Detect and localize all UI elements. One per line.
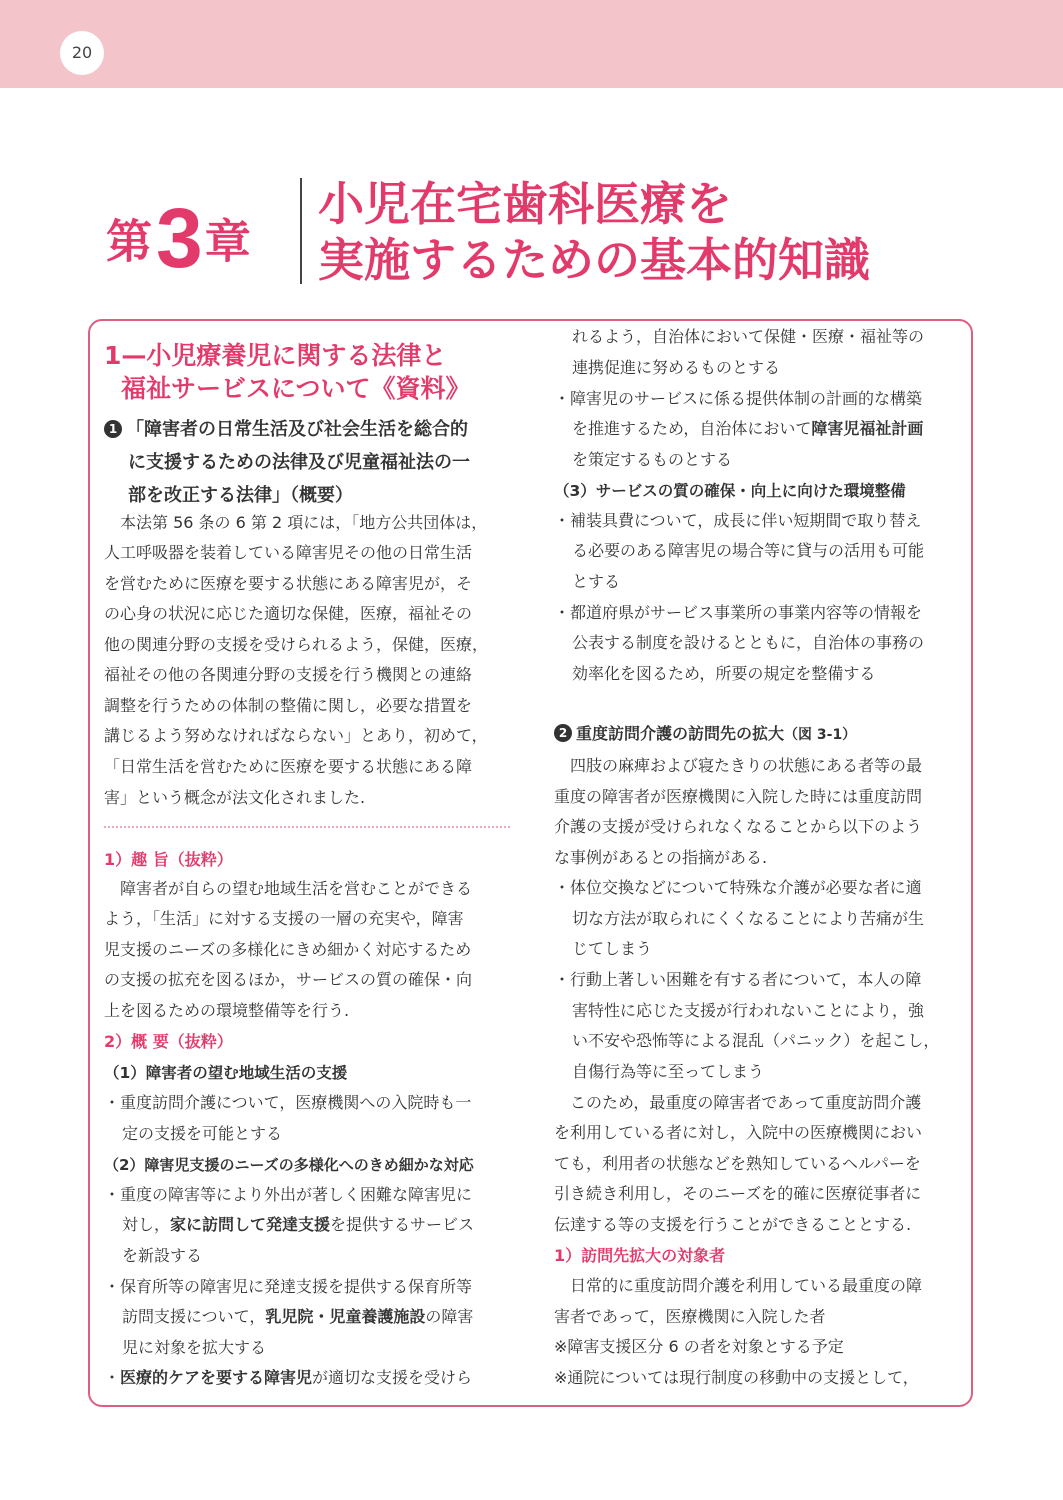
subheading: （2）障害児支援のニーズの多様化へのきめ細かな対応 bbox=[104, 1156, 474, 1174]
body-line: 害」という概念が法文化されました. bbox=[104, 788, 366, 807]
section-heading-line2: 福祉サービスについて《資料》 bbox=[121, 374, 471, 403]
note-line: ※障害支援区分 6 の者を対象とする予定 bbox=[554, 1337, 844, 1356]
gaiyo-heading: 2）概 要（抜粋） bbox=[104, 1032, 233, 1051]
top-band bbox=[0, 0, 1063, 88]
shushi-heading: 1）趣 旨（抜粋） bbox=[104, 850, 233, 869]
bullet-line: じてしまう bbox=[572, 939, 653, 958]
bullet-line: 害特性に応じた支援が行われないことにより，強 bbox=[572, 1001, 925, 1020]
body-line: 児支援のニーズの多様化にきめ細かく対応するため bbox=[104, 940, 472, 959]
chapter-title-line: 実施するための基本的知識 bbox=[318, 233, 870, 287]
body-line: 四肢の麻痺および寝たきりの状態にある者等の最 bbox=[570, 756, 923, 775]
bullet-line: ・保育所等の障害児に発達支援を提供する保育所等 bbox=[104, 1277, 473, 1296]
body-line: な事例があるとの指摘がある. bbox=[554, 848, 768, 867]
bullet-line: を推進するため，自治体において障害児福祉計画 bbox=[572, 419, 924, 438]
body-line: の支援の拡充を図るほか，サービスの質の確保・向 bbox=[104, 970, 473, 989]
bullet-line: 公表する制度を設けるとともに，自治体の事務の bbox=[572, 633, 925, 652]
body-line: 「日常生活を営むために医療を要する状態にある障 bbox=[104, 757, 473, 776]
chapter-divider bbox=[300, 178, 302, 284]
bullet-line: れるよう，自治体において保健・医療・福祉等の bbox=[572, 327, 925, 346]
bullet-line: 対し，家に訪問して発達支援を提供するサービス bbox=[122, 1215, 475, 1234]
bullet-line: 訪問支援について，乳児院・児童養護施設の障害 bbox=[122, 1307, 474, 1326]
bullet-line: ・医療的ケアを要する障害児が適切な支援を受けら bbox=[104, 1368, 473, 1387]
body-line: 日常的に重度訪問介護を利用している最重度の障 bbox=[570, 1276, 923, 1295]
item2-heading: 2 重度訪問介護の訪問先の拡大（図 3-1） bbox=[554, 724, 856, 745]
bullet-line: を新設する bbox=[122, 1246, 203, 1265]
bullet-line: ・障害児のサービスに係る提供体制の計画的な構築 bbox=[554, 389, 923, 408]
chapter-title-line: 小児在宅歯科医療を bbox=[318, 177, 732, 231]
bullet-line: ・補装具費について，成長に伴い短期間で取り替え bbox=[554, 511, 922, 530]
note-line: ※通院については現行制度の移動中の支援として， bbox=[554, 1368, 919, 1387]
body-line: を営むために医療を要する状態にある障害児が，そ bbox=[104, 574, 473, 593]
body-line: 他の関連分野の支援を受けられるよう，保健，医療， bbox=[104, 635, 489, 654]
bullet-line: 児に対象を拡大する bbox=[122, 1338, 267, 1357]
body-line: ても，利用者の状態などを熟知しているヘルパーを bbox=[554, 1154, 921, 1173]
body-line: 本法第 56 条の 6 第 2 項には，「地方公共団体は， bbox=[120, 513, 488, 532]
body-line: 害者であって，医療機関に入院した者 bbox=[554, 1307, 826, 1326]
item1-heading-line: に支援するための法律及び児童福祉法の一 bbox=[128, 452, 470, 473]
body-line: 障害者が自らの望む地域生活を営むことができる bbox=[120, 879, 473, 898]
item1-heading-line: 部を改正する法律」（概要） bbox=[128, 485, 353, 506]
body-line: を利用している者に対し，入院中の医療機関におい bbox=[554, 1123, 923, 1142]
subheading: （3）サービスの質の確保・向上に向けた環境整備 bbox=[554, 482, 906, 500]
body-line: 伝達する等の支援を行うことができることとする. bbox=[554, 1215, 912, 1234]
dotted-divider bbox=[104, 826, 510, 828]
circled-number-icon: 1 bbox=[104, 420, 122, 438]
bullet-line: い不安や恐怖等による混乱（パニック）を起こし， bbox=[572, 1031, 940, 1050]
body-line: 調整を行うための体制の整備に関し，必要な措置を bbox=[104, 696, 473, 715]
chapter-prefix: 第 bbox=[106, 214, 152, 269]
chapter-title bbox=[318, 176, 870, 288]
body-line: 重度の障害者が医療機関に入院した時には重度訪問 bbox=[554, 787, 923, 806]
bullet-line: とする bbox=[572, 572, 621, 591]
bullet-line: ・重度訪問介護について，医療機関への入院時も一 bbox=[104, 1093, 472, 1112]
chapter-number: 3 bbox=[156, 191, 201, 285]
target-heading: 1）訪問先拡大の対象者 bbox=[554, 1246, 726, 1265]
bullet-line: ・体位交換などについて特殊な介護が必要な者に適 bbox=[554, 878, 922, 897]
body-line: 福祉その他の各関連分野の支援を行う機関との連絡 bbox=[104, 665, 473, 684]
bullet-line: 自傷行為等に至ってしまう bbox=[572, 1062, 765, 1081]
bullet-line: ・行動上著しい困難を有する者について，本人の障 bbox=[554, 970, 922, 989]
body-line: の心身の状況に応じた適切な保健，医療，福祉その bbox=[104, 604, 473, 623]
body-line: 講じるよう努めなければならない」とあり，初めて， bbox=[104, 726, 488, 745]
section-heading: 1—小児療養児に関する法律と bbox=[104, 341, 447, 370]
body-line: 引き続き利用し，そのニーズを的確に医療従事者に bbox=[554, 1184, 922, 1203]
body-line: このため，最重度の障害者であって重度訪問介護 bbox=[570, 1093, 922, 1112]
body-line: 上を図るための環境整備等を行う. bbox=[104, 1001, 350, 1020]
page-number: 20 bbox=[60, 31, 104, 75]
bullet-line: 連携促進に努めるものとする bbox=[572, 358, 781, 377]
bullet-line: ・都道府県がサービス事業所の事業内容等の情報を bbox=[554, 603, 923, 622]
chapter-label bbox=[106, 190, 251, 287]
bullet-line: ・重度の障害等により外出が著しく困難な障害児に bbox=[104, 1185, 473, 1204]
body-line: 人工呼吸器を装着している障害児その他の日常生活 bbox=[104, 543, 473, 562]
bullet-line: を策定するものとする bbox=[572, 450, 733, 469]
bullet-line: 定の支援を可能とする bbox=[122, 1124, 283, 1143]
bullet-line: 切な方法が取られにくくなることにより苦痛が生 bbox=[572, 909, 925, 928]
circled-number-icon: 2 bbox=[554, 724, 572, 742]
chapter-suffix: 章 bbox=[204, 214, 251, 269]
bullet-line: 効率化を図るため，所要の規定を整備する bbox=[572, 664, 876, 683]
body-line: 介護の支援が受けられなくなることから以下のよう bbox=[554, 817, 923, 836]
bullet-line: る必要のある障害児の場合等に貸与の活用も可能 bbox=[572, 541, 925, 560]
body-line: よう，「生活」に対する支援の一層の充実や，障害 bbox=[104, 909, 464, 928]
item1-heading: 1 「障害者の日常生活及び社会生活を総合的 bbox=[104, 418, 468, 442]
subheading: （1）障害者の望む地域生活の支援 bbox=[104, 1064, 348, 1082]
